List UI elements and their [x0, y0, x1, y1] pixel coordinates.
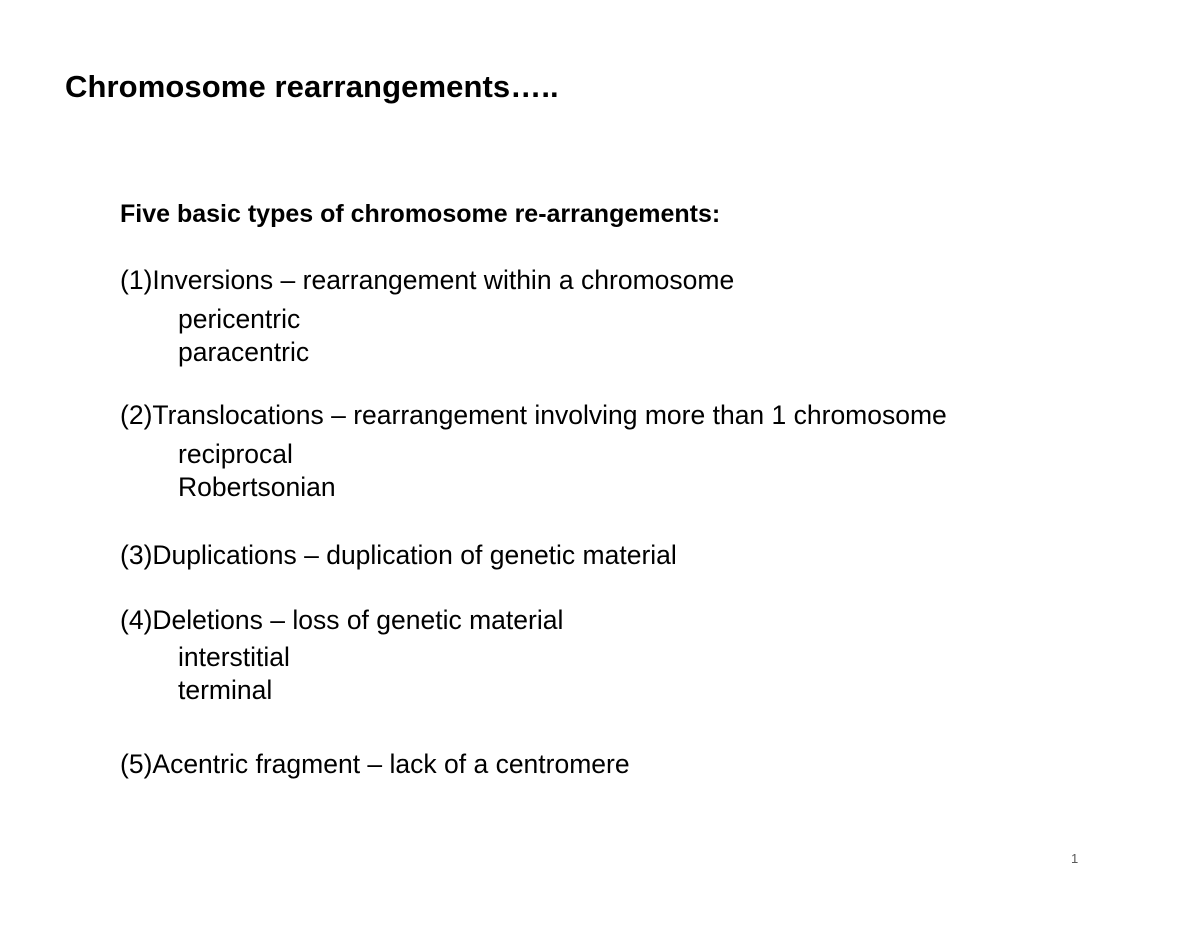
slide-title: Chromosome rearrangements…..: [65, 69, 559, 104]
list-item-translocations: (2)Translocations – rearrangement involving more than 1 chromosome: [120, 400, 947, 430]
list-item-inversions: (1)Inversions – rearrangement within a chromosome: [120, 265, 735, 295]
subtype-robertsonian: Robertsonian: [178, 472, 336, 502]
subtype-interstitial: interstitial: [178, 642, 290, 672]
subtype-pericentric: pericentric: [178, 304, 301, 334]
page-number: 1: [1071, 851, 1079, 866]
list-item-duplications: (3)Duplications – duplication of genetic material: [120, 540, 677, 570]
subtype-terminal: terminal: [178, 675, 273, 705]
slide-subtitle: Five basic types of chromosome re-arrangements:: [120, 200, 721, 228]
subtype-paracentric: paracentric: [178, 337, 310, 367]
list-item-deletions: (4)Deletions – loss of genetic material: [120, 605, 564, 635]
subtype-reciprocal: reciprocal: [178, 439, 293, 469]
list-item-acentric-fragment: (5)Acentric fragment – lack of a centromere: [120, 749, 630, 779]
